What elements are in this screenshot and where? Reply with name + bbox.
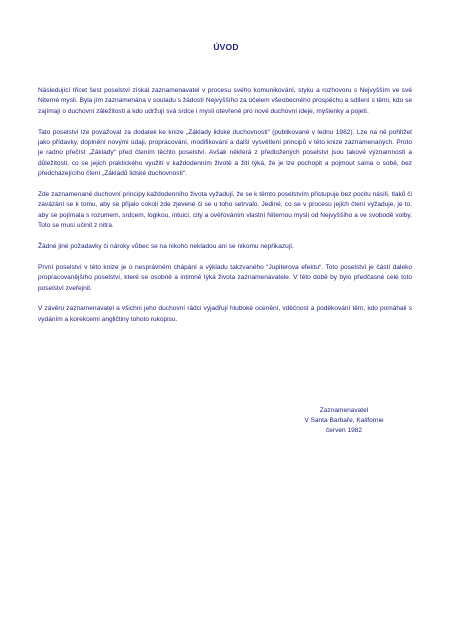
paragraph-1: Následující třicet šest poselství získal zaznamenavatel v procesu svého komunikování, styku a rozhovoru s Nejvyšším ve své Niterné mysli. Byla jím zaznamenána v souladu s žádostí Nejvyššího za účelem všeobecného prospěchu a sdílení s těmi, kdo se zajímají o duchovní záležitosti a kdo udržují svá srdce i mysli otevřené pro nové duchovní ideje, myšlenky a pojetí. <box>38 87 412 115</box>
document-body <box>38 86 412 336</box>
document-title: ÚVOD <box>213 42 239 52</box>
paragraph-3: Zde zaznamenané duchovní principy každodenního života vyžadují, že se k těmto poselstvím přistupuje bez pocitu násilí, tlaků či zavázání se k tomu, aby se přijalo cokoli zde zjevené či se u toho setrvalo. Jediné, co se v procesu jejich čtení vyžaduje, je to, aby se pojímala s rozumem, srdcem, logikou, intuicí, city a ověřováním vlastní Niternou myslí od Nejvyššího a ve svobodě volby. Toto se musí učinit z nitra. <box>38 191 412 230</box>
signature-author: Zaznamenavatel <box>319 407 369 414</box>
paragraph-2: Tato poselství lze považovat za dodatek ke knize „Základy lidské duchovnosti“ (publikované v lednu 1982). Lze na ně pohlížet jako přídavky, doplnění novými údaji, propracování, modifikování a další vysvětlení principů v této knize zaznamenaných. Proto je radno přečíst „Základy“ před čtením těchto poselství. Avšak některá z předložených poselství jsou takové významnosti a důležitosti, co se jejich praktického využití v každodenním životě a žití týká, že je lze pochopit a pojmout sama o sobě, bez předcházejícího čtení „Základů lidské duchovnosti“. <box>38 128 412 178</box>
paragraph-5: První poselství v této knize je o nesprávném chápání a výkladu takzvaného “Jupiterova efektu“. Toto poselství je částí daleko propracovanějšího poselství, které se osobně a intimně týká života zaznamenavatele. V této době by bylo předčasné celé toto poselství zveřejnit. <box>38 263 412 292</box>
paragraph-4: Žádné jiné požadavky či nároky vůbec se na nikoho nekladou ani se nikomu nepřikazují. <box>38 243 294 251</box>
paragraph-6: V závěru zaznamenavatel a všichni jeho duchovní rádci vyjadřují hluboké ocenění, vděčnost a poděkování těm, kdo pomáhali s vydáním a korekcemi angličtiny tohoto rukopisu. <box>38 305 412 323</box>
signature-block <box>284 406 404 437</box>
signature-date: červen 1982 <box>325 427 363 435</box>
signature-place: V Santa Barbaře, Kalifornie <box>304 417 384 425</box>
